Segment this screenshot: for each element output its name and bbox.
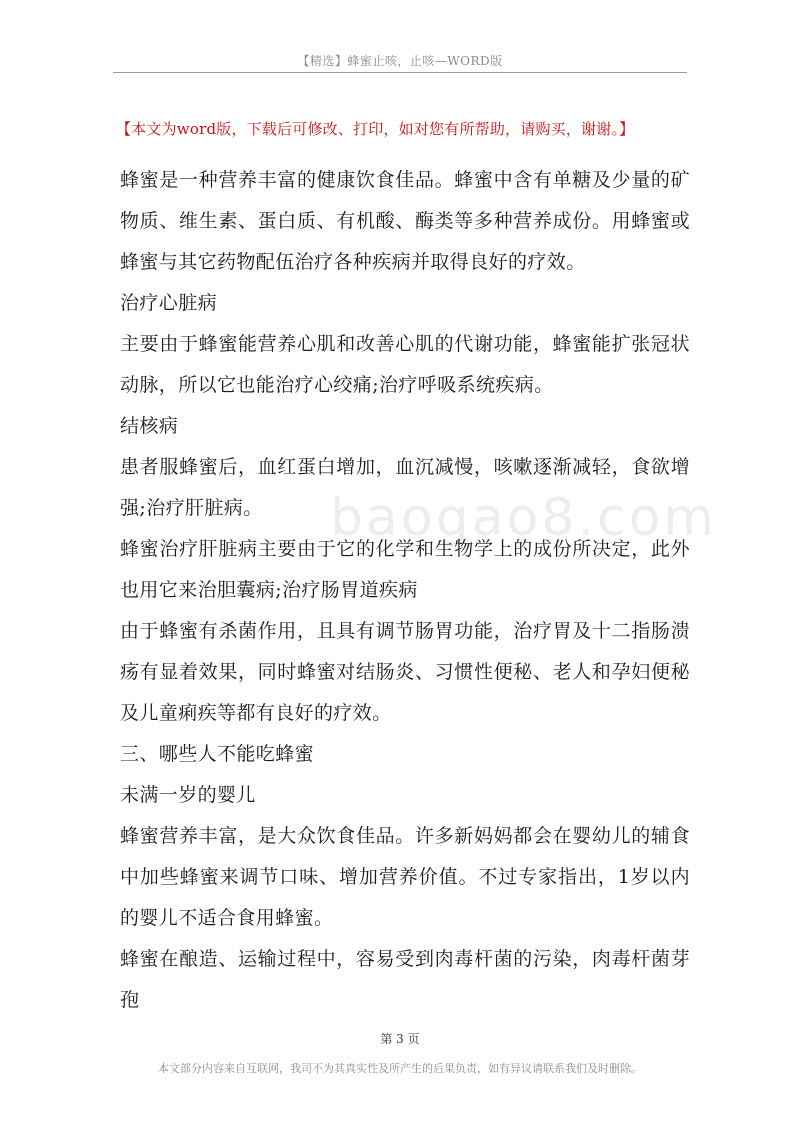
paragraph-infants: 蜂蜜营养丰富，是大众饮食佳品。许多新妈妈都会在婴幼儿的辅食中加些蜂蜜来调节口味、增加营养价值。不过专家指出，1岁以内的婴儿不适合食用蜂蜜。 — [120, 825, 690, 929]
paragraph-gastro: 由于蜂蜜有杀菌作用，且具有调节肠胃功能，治疗胃及十二指肠溃疡有显着效果，同时蜂蜜对结肠炎、习惯性便秘、老人和孕妇便秘及儿童痢疾等都有良好的疗效。 — [120, 620, 690, 724]
watermark: baogao8.com — [330, 488, 718, 548]
paragraph-botulism: 蜂蜜在酿造、运输过程中，容易受到肉毒杆菌的污染，肉毒杆菌芽孢 — [120, 948, 690, 1011]
section-heading-infants: 未满一岁的婴儿 — [120, 784, 256, 806]
paragraph-tuberculosis: 患者服蜂蜜后，血红蛋白增加，血沉减慢，咳嗽逐渐减轻，食欲增强;治疗肝脏病。 — [120, 456, 690, 519]
paragraph-heart: 主要由于蜂蜜能营养心肌和改善心肌的代谢功能，蜂蜜能扩张冠状动脉，所以它也能治疗心绞痛;治疗呼吸系统疾病。 — [120, 333, 690, 396]
page-number: 第 3 页 — [380, 1032, 420, 1046]
footer-disclaimer: 本文部分内容来自互联网，我司不为其真实性及所产生的后果负责，如有异议请联系我们及时删除。 — [158, 1062, 642, 1075]
header-divider — [113, 72, 687, 73]
section-heading-tuberculosis: 结核病 — [120, 415, 179, 437]
page-header: 【精选】蜂蜜止咳，止咳—WORD版 — [297, 54, 503, 68]
document-body — [120, 160, 690, 1021]
section-heading-who-cannot-eat: 三、哪些人不能吃蜂蜜 — [120, 743, 315, 765]
paragraph-intro: 蜂蜜是一种营养丰富的健康饮食佳品。蜂蜜中含有单糖及少量的矿物质、维生素、蛋白质、有机酸、酶类等多种营养成份。用蜂蜜或蜂蜜与其它药物配伍治疗各种疾病并取得良好的疗效。 — [120, 169, 690, 273]
section-heading-heart: 治疗心脏病 — [120, 292, 218, 314]
paragraph-liver: 蜂蜜治疗肝脏病主要由于它的化学和生物学上的成份所决定，此外也用它来治胆囊病;治疗肠胃道疾病 — [120, 538, 690, 601]
purchase-notice: 【本文为word版，下载后可修改、打印，如对您有所帮助，请购买，谢谢。】 — [116, 120, 635, 138]
